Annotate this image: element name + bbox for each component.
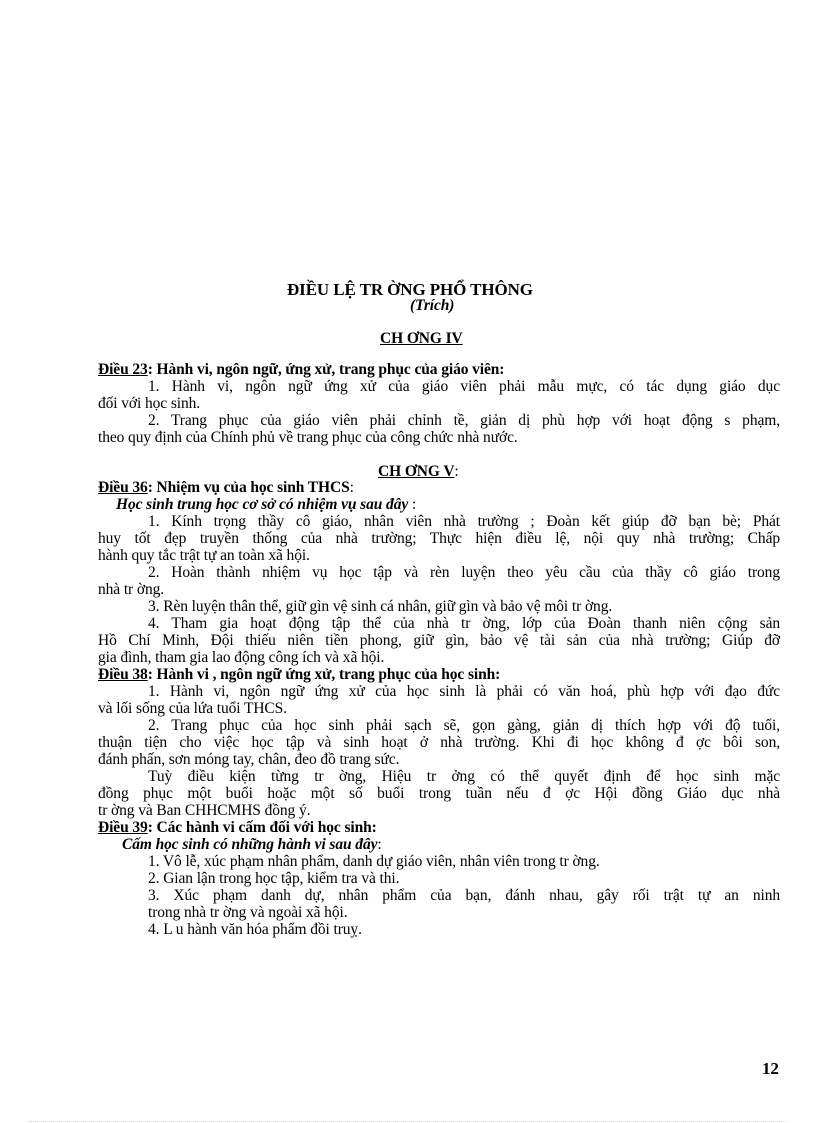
- document-title: ĐIỀU LỆ TR ỜNG PHỔ THÔNG: [287, 280, 533, 299]
- article-38-p2-line3: đánh phấn, sơn móng tay, chân, đeo đồ trang sức.: [98, 751, 400, 768]
- article-36-p1-line3: hành quy tắc trật tự an toàn xã hội.: [98, 547, 310, 564]
- article-23-label: Điều 23: [98, 361, 148, 378]
- article-38-p2-line1: 2. Trang phục của học sinh phải sạch sẽ, gọn gàng, giản dị thích hợp với độ tuổi,: [148, 717, 780, 734]
- article-36-p3: 3. Rèn luyện thân thể, giữ gìn vệ sinh cá nhân, giữ gìn và bảo vệ môi tr ờng.: [148, 598, 613, 615]
- article-39-intro-suffix: :: [377, 836, 382, 853]
- article-39-p3-line2: trong nhà tr ờng và ngoài xã hội.: [148, 904, 348, 921]
- article-38-title: : Hành vi , ngôn ngữ ứng xử, trang phục của học sinh:: [147, 666, 501, 683]
- chapter-4-heading: CH ƠNG IV: [380, 330, 463, 347]
- article-36-heading: [98, 479, 354, 496]
- article-38-p2-line2: thuận tiện cho việc học tập và sinh hoạt ở nhà trường. Khi đi học không đ ợc bôi son,: [98, 734, 780, 751]
- page-number: 12: [762, 1059, 779, 1078]
- article-36-p4-line1: 4. Tham gia hoạt động tập thể của nhà tr ờng, lớp của Đoàn thanh niên cộng sản: [148, 615, 780, 632]
- article-38-p1-line2: và lối sống của lứa tuổi THCS.: [98, 700, 287, 717]
- article-36-p1-line1: 1. Kính trọng thầy cô giáo, nhân viên nhà trường ; Đoàn kết giúp đỡ bạn bè; Phát: [148, 513, 780, 530]
- article-39-p1: 1. Vô lễ, xúc phạm nhân phẩm, danh dự giáo viên, nhân viên trong tr ờng.: [148, 853, 600, 870]
- chapter-5-heading: [378, 463, 459, 480]
- article-39-p3-line1: 3. Xúc phạm danh dự, nhân phẩm của bạn, đánh nhau, gây rối trật tự an ninh: [148, 887, 780, 904]
- document-subtitle: (Trích): [410, 297, 455, 314]
- article-39-heading: [98, 819, 377, 836]
- chapter-5-suffix: :: [454, 463, 459, 480]
- article-39-label: Điều 39: [98, 819, 148, 836]
- article-38-p3-line1: Tuỳ điều kiện từng tr ờng, Hiệu tr ởng có thể quyết định để học sinh mặc: [148, 768, 780, 785]
- article-39-p4: 4. L u hành văn hóa phẩm đồi truỵ.: [148, 921, 362, 938]
- article-38-p1-line1: 1. Hành vi, ngôn ngữ ứng xử của học sinh là phải có văn hoá, phù hợp với đạo đức: [148, 683, 780, 700]
- article-23-title: : Hành vi, ngôn ngữ, ứng xử, trang phục của giáo viên:: [147, 361, 505, 378]
- article-39-title: : Các hành vi cấm đối với học sinh:: [147, 819, 377, 836]
- article-38-p3-line3: tr ờng và Ban CHHCMHS đồng ý.: [98, 802, 311, 819]
- article-36-p1-line2: huy tốt đẹp truyền thống của nhà trường; Thực hiện điều lệ, nội quy nhà trường; Chấp: [98, 530, 780, 547]
- article-36-intro-suffix: :: [408, 496, 417, 513]
- article-38-p3-line2: đồng phục một buổi hoặc một số buổi trong tuần nếu đ ợc Hội đồng Giáo dục nhà: [98, 785, 780, 802]
- article-39-intro-text: Cấm học sinh có những hành vi sau đây: [122, 836, 378, 853]
- chapter-5-label: CH ƠNG V: [378, 463, 455, 480]
- article-23-p1-line2: đối với học sinh.: [98, 395, 201, 412]
- article-38-label: Điều 38: [98, 666, 148, 683]
- footer-divider: [28, 1121, 788, 1122]
- article-39-p2: 2. Gian lận trong học tập, kiểm tra và thi.: [148, 870, 400, 887]
- article-23-p1-line1: 1. Hành vi, ngôn ngữ ứng xử của giáo viên phải mẫu mực, có tác dụng giáo dục: [148, 378, 780, 395]
- article-23-p2-line2: theo quy định của Chính phủ về trang phục của công chức nhà nước.: [98, 429, 518, 446]
- article-36-p4-line2: Hồ Chí Minh, Đội thiếu niên tiền phong, giữ gìn, bảo vệ tài sản của nhà trường; Giúp đỡ: [98, 632, 780, 649]
- article-38-heading: [98, 666, 500, 683]
- article-36-title: : Nhiệm vụ của học sinh THCS: [147, 479, 350, 496]
- article-36-p2-line2: nhà tr ờng.: [98, 581, 165, 598]
- article-36-p4-line3: gia đình, tham gia lao động công ích và xã hội.: [98, 649, 385, 666]
- article-39-intro: [122, 836, 382, 853]
- article-36-title-suffix: :: [349, 479, 354, 496]
- article-36-p2-line1: 2. Hoàn thành nhiệm vụ học tập và rèn luyện theo yêu cầu của thầy cô giáo trong: [148, 564, 780, 581]
- article-23-p2-line1: 2. Trang phục của giáo viên phải chỉnh tề, giản dị phù hợp với hoạt động s phạm,: [148, 412, 780, 429]
- article-36-intro: [116, 496, 416, 513]
- article-23-heading: [98, 361, 504, 378]
- article-36-label: Điều 36: [98, 479, 148, 496]
- article-36-intro-text: Học sinh trung học cơ sở có nhiệm vụ sau đây: [116, 496, 409, 513]
